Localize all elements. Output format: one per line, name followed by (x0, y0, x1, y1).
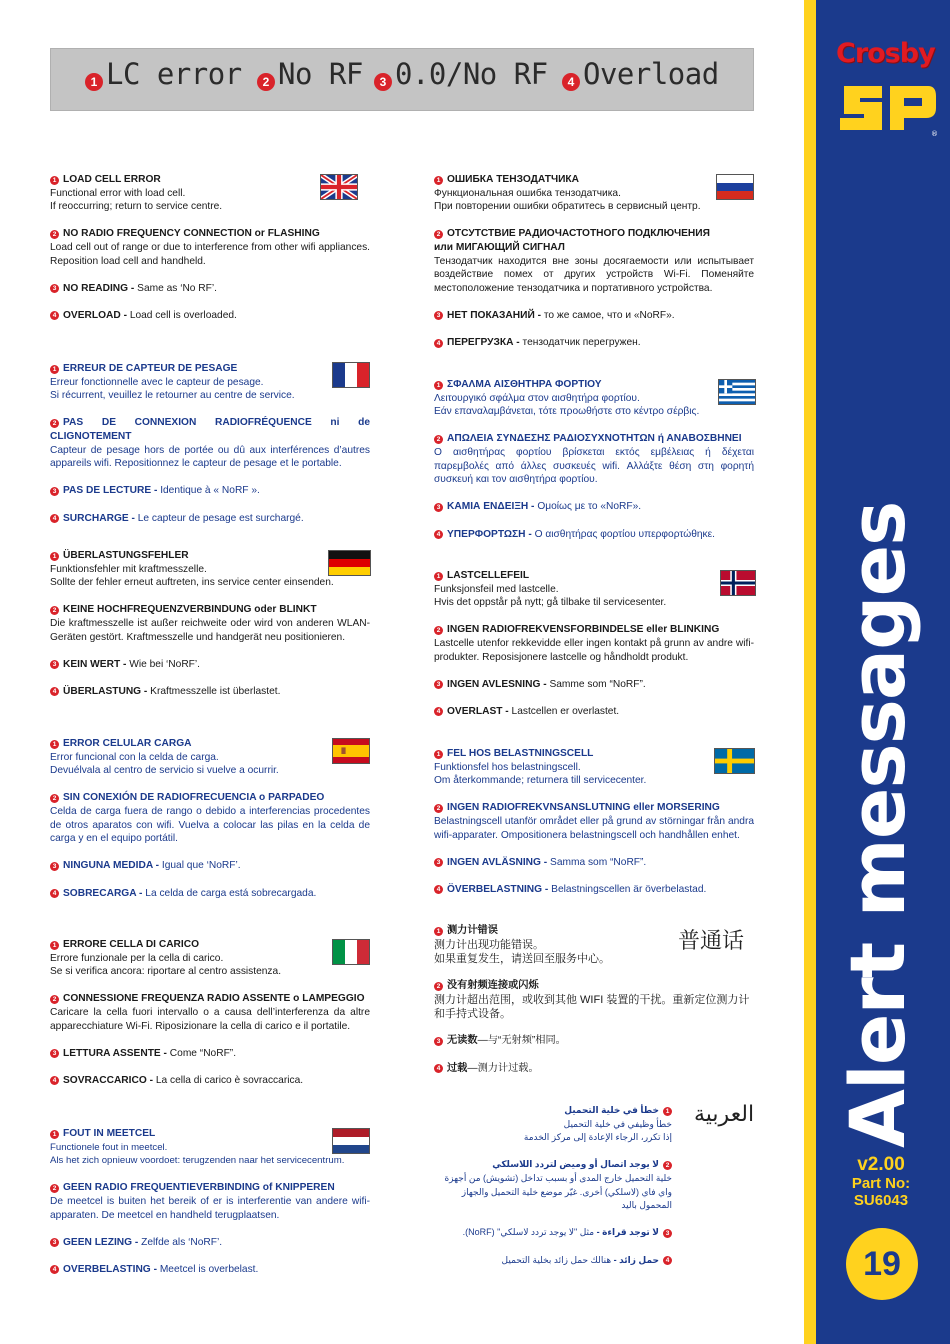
number-4-icon: 4 (50, 1076, 59, 1085)
number-2-icon: 2 (50, 419, 59, 428)
number-2-icon: 2 (434, 804, 443, 813)
alert-item: 1 ERROR CELULAR CARGA Error funcional con la celda de carga. Devuélvala al centro de servicio si vuelve a ocurrir. (50, 738, 279, 777)
version-number: v2.00 (857, 1154, 905, 1175)
chinese-language-label: 普通话 (678, 929, 745, 954)
greece-flag-icon (718, 379, 756, 405)
number-1-icon: 1 (434, 750, 443, 759)
alert-item: 1 测力计错误 测力计出现功能错误。 如果重复发生，请送回至服务中心。 (434, 925, 610, 965)
number-4-icon: 4 (50, 889, 59, 898)
alert-item: 4 OVERLOAD - Load cell is overloaded. (50, 309, 370, 323)
number-1-icon: 1 (663, 1107, 672, 1116)
number-3-icon: 3 (434, 1037, 443, 1046)
language-block-greek (434, 378, 754, 541)
arabic-language-label: العربية (694, 1102, 755, 1127)
lcd-message-2 (257, 59, 363, 91)
alert-item: 2 CONNESSIONE FREQUENZA RADIO ASSENTE o LAMPEGGIO Caricare la cella fuori intervallo o a causa dell’interferenza da altre apparecchiature Wi-Fi. Riposizionare la cella di carico e il portatile. (50, 993, 370, 1032)
germany-flag-icon (328, 550, 371, 576)
alert-item: 3 GEEN LEZING - Zelfde als ‘NoRF’. (50, 1236, 370, 1250)
number-badge-icon: 3 (374, 73, 392, 91)
number-2-icon: 2 (434, 230, 443, 239)
number-3-icon: 3 (434, 503, 443, 512)
alert-item: 2 没有射频连接或闪烁 测力计超出范围，或收到其他 WIFI 装置的干扰。重新定位测力计和手持式设备。 (434, 980, 750, 1020)
number-badge-icon: 4 (562, 73, 580, 91)
alert-item: 4 OVERLAST - Lastcellen er overlastet. (434, 705, 754, 719)
language-block-italian (50, 938, 370, 1088)
alert-item: 4 SOBRECARGA - La celda de carga está sobrecargada. (50, 887, 370, 901)
number-1-icon: 1 (50, 740, 59, 749)
alert-item: 1 LASTCELLEFEIL Funksjonsfeil med lastcelle. Hvis det oppstår på nytt; gå tilbake til servicesenter. (434, 570, 667, 609)
alert-item: 4 ÖVERBELASTNING - Belastningscellen är överbelastad. (434, 883, 754, 897)
number-4-icon: 4 (434, 339, 443, 348)
france-flag-icon (332, 362, 370, 388)
number-4-icon: 4 (434, 885, 443, 894)
number-3-icon: 3 (50, 1238, 59, 1247)
alert-item: 4 OVERBELASTING - Meetcel is overbelast. (50, 1263, 370, 1277)
page-title: Alert messages (833, 501, 922, 1148)
lcd-text: LC error (106, 57, 242, 91)
number-1-icon: 1 (434, 381, 443, 390)
alert-item: 2 GEEN RADIO FREQUENTIEVERBINDING of KNIPPEREN De meetcel is buiten het bereik of er is interferentie van andere wifi-apparaten. De meetcel en handheld terugplaatsen. (50, 1182, 370, 1221)
number-3-icon: 3 (434, 311, 443, 320)
language-block-norwegian (434, 569, 754, 719)
language-block-russian (434, 173, 754, 350)
lcd-text: No RF (278, 57, 363, 91)
number-4-icon: 4 (50, 311, 59, 320)
number-3-icon: 3 (434, 858, 443, 867)
alert-item: 2 PAS DE CONNEXION RADIOFRÉQUENCE ni de CLIGNOTEMENT Capteur de pesage hors de portée ou dû aux interférences d’autres appareils wifi. Repositionnez le capteur de pesage et le portable. (50, 417, 370, 470)
number-3-icon: 3 (50, 1049, 59, 1058)
alert-item: 1 FOUT IN MEETCEL Functionele fout in meetcel. Als het zich opnieuw voordoet: terugzenden naar het servicecentrum. (50, 1128, 345, 1167)
number-3-icon: 3 (434, 680, 443, 689)
number-3-icon: 3 (50, 487, 59, 496)
alert-item: 3 KEIN WERT - Wie bei ‘NoRF’. (50, 658, 370, 672)
svg-text:®: ® (931, 130, 938, 138)
language-block-dutch (50, 1127, 370, 1277)
lcd-message-1 (85, 59, 242, 91)
number-1-icon: 1 (50, 176, 59, 185)
alert-item: 4 过载—测力计过载。 (434, 1062, 760, 1076)
number-1-icon: 1 (50, 1130, 59, 1139)
number-badge-icon: 2 (257, 73, 275, 91)
russia-flag-icon (716, 174, 754, 200)
language-block-arabic (430, 1104, 672, 1267)
alert-item: 4 SOVRACCARICO - La cella di carico è sovraccarica. (50, 1074, 370, 1088)
number-2-icon: 2 (434, 626, 443, 635)
alert-item: 3 LETTURA ASSENTE - Come “NoRF”. (50, 1047, 370, 1061)
number-2-icon: 2 (434, 982, 443, 991)
number-1-icon: 1 (50, 552, 59, 561)
number-3-icon: 3 (50, 660, 59, 669)
number-1-icon: 1 (50, 941, 59, 950)
part-number: SU6043 (853, 1192, 909, 1209)
alert-item: 2 ΑΠΩΛΕΙΑ ΣΥΝΔΕΣΗΣ ΡΑΔΙΟΣΥΧΝΟΤΗΤΩΝ ή ΑΝΑΒΟΣΒΗΝΕΙ Ο αισθητήρας φορτίου βρίσκεται εκτός εμβέλειας ή δέχεται παρεμβολές από άλλες συσκευές wifi. Αλλάξτε θέση στη φορητή συσκευή και τον αισθητήρα φορτίου. (434, 433, 754, 486)
lcd-text: Overload (583, 57, 719, 91)
alert-item: 1 ÜBERLASTUNGSFEHLER Funktionsfehler mit kraftmesszelle. Sollte der fehler erneut auftreten, ins service center einsenden. (50, 550, 334, 589)
part-number-label: Part No: (851, 1175, 911, 1192)
spain-flag-icon (332, 738, 370, 764)
alert-item: 4 SURCHARGE - Le capteur de pesage est surchargé. (50, 512, 370, 526)
alert-item: 2 SIN CONEXIÓN DE RADIOFRECUENCIA o PARPADEO Celda de carga fuera de rango o debido a interferencias procedentes de otros aparatos con wifi. Vuelva a colocar las pilas en la celda de carga y en el equipo portátil. (50, 792, 370, 845)
number-4-icon: 4 (434, 1064, 443, 1073)
number-4-icon: 4 (434, 707, 443, 716)
lcd-display-banner (50, 48, 754, 111)
number-badge-icon: 1 (85, 73, 103, 91)
sweden-flag-icon (714, 748, 755, 774)
number-4-icon: 4 (663, 1256, 672, 1265)
alert-item: 3 INGEN AVLÄSNING - Samma som “NoRF”. (434, 856, 754, 870)
alert-item: 1 LOAD CELL ERROR Functional error with load cell. If reoccurring; return to service centre. (50, 174, 223, 213)
language-block-swedish (434, 747, 754, 897)
alert-item: 4 ÜBERLASTUNG - Kraftmesszelle ist überlastet. (50, 685, 370, 699)
netherlands-flag-icon (332, 1128, 370, 1154)
number-4-icon: 4 (50, 1265, 59, 1274)
alert-item: 3لا توجد قراءة - مثل "لا يوجد تردد لاسلكي" (NoRF). (430, 1226, 672, 1240)
alert-item: 2 NO RADIO FREQUENCY CONNECTION or FLASHING Load cell out of range or due to interference from other wifi appliances. Reposition load cell and handheld. (50, 228, 370, 267)
number-1-icon: 1 (434, 572, 443, 581)
number-2-icon: 2 (50, 794, 59, 803)
crosby-logo: Crosby (836, 38, 935, 69)
alert-item: 3 НЕТ ПОКАЗАНИЙ - то же самое, что и «NoRF». (434, 309, 754, 323)
number-2-icon: 2 (50, 995, 59, 1004)
alert-item: 1 ОШИБКА ТЕНЗОДАТЧИКА Функциональная ошибка тензодатчика. При повторении ошибки обратитесь в сервисный центр. (434, 174, 701, 213)
alert-item: 3 INGEN AVLESNING - Samme som “NoRF”. (434, 678, 754, 692)
number-1-icon: 1 (434, 927, 443, 936)
alert-item: 4حمل زائد - هنالك حمل زائد بخلية التحميل (430, 1254, 672, 1268)
alert-item: 2 ОТСУТСТВИЕ РАДИОЧАСТОТНОГО ПОДКЛЮЧЕНИЯ или МИГАЮЩИЙ СИГНАЛ Тензодатчик находится вне зоны досягаемости или испытывает воздействие помех от других устройств Wi-Fi. Поменяйте местоположение тензодатчика и портативного устройства. (434, 228, 754, 294)
alert-item: 2 INGEN RADIOFREKVENSFORBINDELSE eller BLINKING Lastcelle utenfor rekkevidde eller ingen kontakt på grunn av andre wifi-produkter. Reposisjonere lastcelle og håndholdt produkt. (434, 624, 754, 663)
alert-item: 1خطأ في خلية التحميل خطأ وظيفي في خلية التحميل إذا تكرر، الرجاء الإعادة إلى مركز الخدمة (523, 1105, 672, 1143)
alert-item: 2 INGEN RADIOFREKVNSANSLUTNING eller MORSERING Belastningscell utanför området eller på grund av störningar från andra wifi-apparater. Ompositionera belastningscell och handhållen enhet. (434, 802, 754, 841)
lcd-message-4 (562, 59, 719, 91)
number-3-icon: 3 (50, 862, 59, 871)
uk-flag-icon (320, 174, 358, 200)
language-block-german (50, 549, 370, 699)
alert-item: 3 ΚΑΜΙΑ ΕΝΔΕΙΞΗ - Ομοίως με το «NoRF». (434, 500, 754, 514)
number-2-icon: 2 (663, 1161, 672, 1170)
lcd-message-3 (374, 59, 548, 91)
page-number: 19 (846, 1228, 918, 1300)
alert-item: 3 NO READING - Same as ‘No RF’. (50, 282, 370, 296)
language-block-spanish (50, 737, 370, 900)
norway-flag-icon (720, 570, 756, 596)
alert-item: 3 PAS DE LECTURE - Identique à « NoRF ». (50, 484, 370, 498)
number-4-icon: 4 (434, 530, 443, 539)
alert-item: 1 ΣΦΑΛΜΑ ΑΙΣΘΗΤΗΡΑ ΦΟΡΤΙΟΥ Λειτουργικό σφάλμα στον αισθητήρα φορτίου. Εάν επαναλαμβάνεται, τότε προωθήστε στο κέντρο σέρβις. (434, 379, 700, 418)
number-2-icon: 2 (434, 435, 443, 444)
sp-logo-icon (838, 78, 938, 140)
alert-item: 1 FEL HOS BELASTNINGSCELL Funktionsfel hos belastningscell. Om återkommande; returnera till servicecenter. (434, 748, 647, 787)
alert-item: 4 ПЕРЕГРУЗКА - тензодатчик перегружен. (434, 336, 754, 350)
alert-item: 1 ERREUR DE CAPTEUR DE PESAGE Erreur fonctionnelle avec le capteur de pesage. Si récurrent, veuillez le retourner au centre de service. (50, 363, 295, 402)
alert-item: 2 KEINE HOCHFREQUENZVERBINDUNG oder BLINKT Die kraftmesszelle ist außer reichweite oder wird von anderen WLAN-Geräten gestört. Kraftmesszelle und handgerät neu positionieren. (50, 604, 370, 643)
number-4-icon: 4 (50, 687, 59, 696)
alert-item: 4 ΥΠΕΡΦΟΡΤΩΣΗ - Ο αισθητήρας φορτίου υπερφορτώθηκε. (434, 528, 754, 542)
number-2-icon: 2 (50, 1184, 59, 1193)
language-block-french (50, 362, 370, 525)
alert-item: 1 ERRORE CELLA DI CARICO Errore funzionale per la cella di carico. Se si verifica ancora: riportare al centro assistenza. (50, 939, 282, 978)
alert-item: 3 无读数—与“无射频”相同。 (434, 1034, 760, 1048)
number-1-icon: 1 (50, 365, 59, 374)
alert-item: 2لا يوجد اتصال أو وميض لتردد اللاسلكي خلية التحميل خارج المدى أو بسبب تداخل (تشويش) من أجهزة واي فاي (لاسلكي) أخرى. غيّر موضع خلية التحميل والجهاز المحمول باليد (444, 1159, 672, 1211)
number-2-icon: 2 (50, 230, 59, 239)
number-2-icon: 2 (50, 606, 59, 615)
number-1-icon: 1 (434, 176, 443, 185)
alert-item: 3 NINGUNA MEDIDA - Igual que ‘NoRF’. (50, 859, 370, 873)
italy-flag-icon (332, 939, 370, 965)
lcd-text: 0.0/No RF (395, 57, 548, 91)
number-3-icon: 3 (50, 284, 59, 293)
version-info (820, 1154, 942, 1209)
number-4-icon: 4 (50, 514, 59, 523)
number-3-icon: 3 (663, 1229, 672, 1238)
